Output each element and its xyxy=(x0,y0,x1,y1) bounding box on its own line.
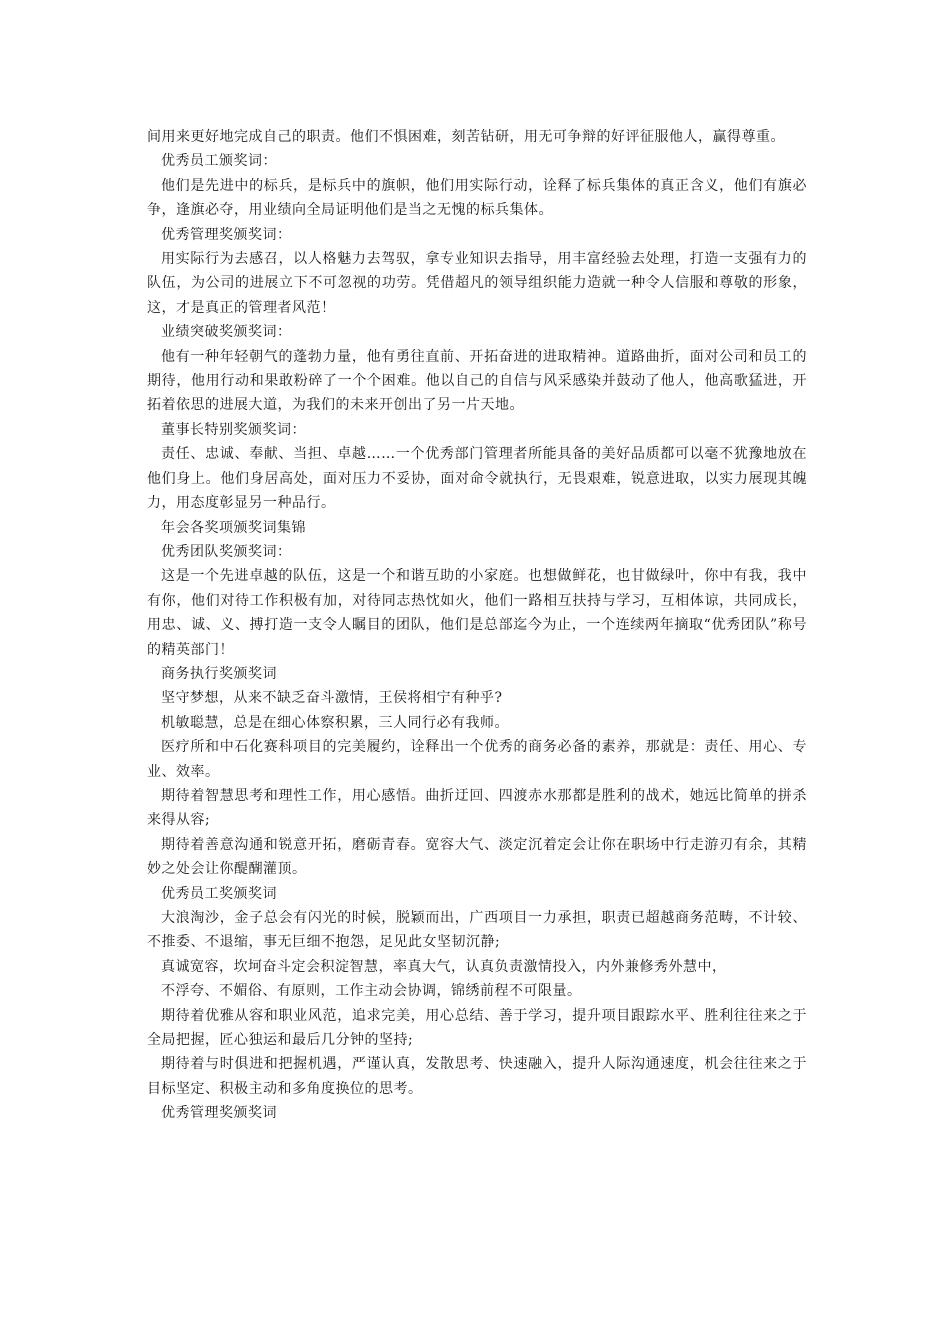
paragraph: 坚守梦想，从来不缺乏奋斗激情，王侯将相宁有种乎? xyxy=(161,690,503,707)
section-heading: 董事长特别奖颁奖词： xyxy=(161,421,306,438)
paragraph: 责任、忠诚、奉献、当担、卓越……一个优秀部门管理者所能具备的美好品质都可以毫不犹豫地放在他们身上。他们身居高处，面对压力不妥协，面对命令就执行，无畏艰难，锐意进取，以实力展现其魄力，用态度彰显另一种品行。 xyxy=(147,446,807,512)
section-heading: 优秀团队奖颁奖词： xyxy=(161,543,292,560)
section-heading: 年会各奖项颁奖词集锦 xyxy=(161,519,306,536)
paragraph: 期待着善意沟通和锐意开拓，磨砺青春。宽容大气、淡定沉着定会让你在职场中行走游刃有余，其精妙之处会让你醍醐灌顶。 xyxy=(147,836,807,878)
document-body xyxy=(147,125,807,1126)
section-heading: 优秀管理奖颁奖词 xyxy=(161,1105,277,1122)
paragraph: 他们是先进中的标兵，是标兵中的旗帜，他们用实际行动，诠释了标兵集体的真正含义，他们有旗必争，逢旗必夺，用业绩向全局证明他们是当之无愧的标兵集体。 xyxy=(147,177,807,219)
paragraph: 期待着优雅从容和职业风范，追求完美，用心总结、善于学习，提升项目跟踪水平、胜利往往来之于全局把握，匠心独运和最后几分钟的坚持; xyxy=(147,1007,807,1049)
paragraph: 不浮夸、不媚俗、有原则，工作主动会协调，锦绣前程不可限量。 xyxy=(161,983,582,1000)
paragraph-continuation: 间用来更好地完成自己的职责。他们不惧困难，刻苦钻研，用无可争辩的好评征服他人，赢得尊重。 xyxy=(147,129,785,145)
paragraph: 医疗所和中石化赛科项目的完美履约，诠释出一个优秀的商务必备的素养，那就是：责任、用心、专业、效率。 xyxy=(147,739,807,780)
paragraph: 机敏聪慧，总是在细心体察积累，三人同行必有我师。 xyxy=(161,714,509,731)
section-heading: 优秀员工颁奖词： xyxy=(161,153,277,170)
paragraph: 期待着与时俱进和把握机遇，严谨认真，发散思考、快速融入，提升人际沟通速度，机会往往来之于目标坚定、积极主动和多角度换位的思考。 xyxy=(147,1056,807,1097)
paragraph: 用实际行为去感召，以人格魅力去驾驭，拿专业知识去指导，用丰富经验去处理，打造一支强有力的队伍，为公司的进展立下不可忽视的功劳。凭借超凡的领导组织能力造就一种令人信服和尊敬的形象，这，才是真正的管理者风范！ xyxy=(147,251,807,316)
paragraph: 这是一个先进卓越的队伍，这是一个和谐互助的小家庭。也想做鲜花，也甘做绿叶，你中有我，我中有你，他们对待工作积极有加，对待同志热忱如火，他们一路相互扶持与学习，互相体谅，共同成长，用忠、诚、义、搏打造一支令人瞩目的团队，他们是总部迄今为止，一个连续两年摘取“优秀团队”称号的精英部门！ xyxy=(147,568,807,658)
section-heading: 优秀员工奖颁奖词 xyxy=(161,885,277,902)
section-heading: 业绩突破奖颁奖词： xyxy=(161,324,292,341)
paragraph: 期待着智慧思考和理性工作，用心感悟。曲折迂回、四渡赤水那都是胜利的战术，她远比简单的拼杀来得从容; xyxy=(147,787,807,829)
section-heading: 优秀管理奖颁奖词： xyxy=(161,226,292,243)
paragraph: 真诚宽容，坎坷奋斗定会积淀智慧，率真大气，认真负责激情投入，内外兼修秀外慧中， xyxy=(161,958,727,975)
paragraph: 他有一种年轻朝气的蓬勃力量，他有勇往直前、开拓奋进的进取精神。道路曲折，面对公司和员工的期待，他用行动和果敢粉碎了一个个困难。他以自己的自信与风采感染并鼓动了他人，他高歌猛进，开拓着依思的进展大道，为我们的未来开创出了另一片天地。 xyxy=(147,348,807,414)
section-heading: 商务执行奖颁奖词 xyxy=(161,665,277,682)
paragraph: 大浪淘沙，金子总会有闪光的时候，脱颖而出，广西项目一力承担，职责已超越商务范畴，不计较、不推委、不退缩，事无巨细不抱怨，足见此女坚韧沉静; xyxy=(147,910,807,951)
